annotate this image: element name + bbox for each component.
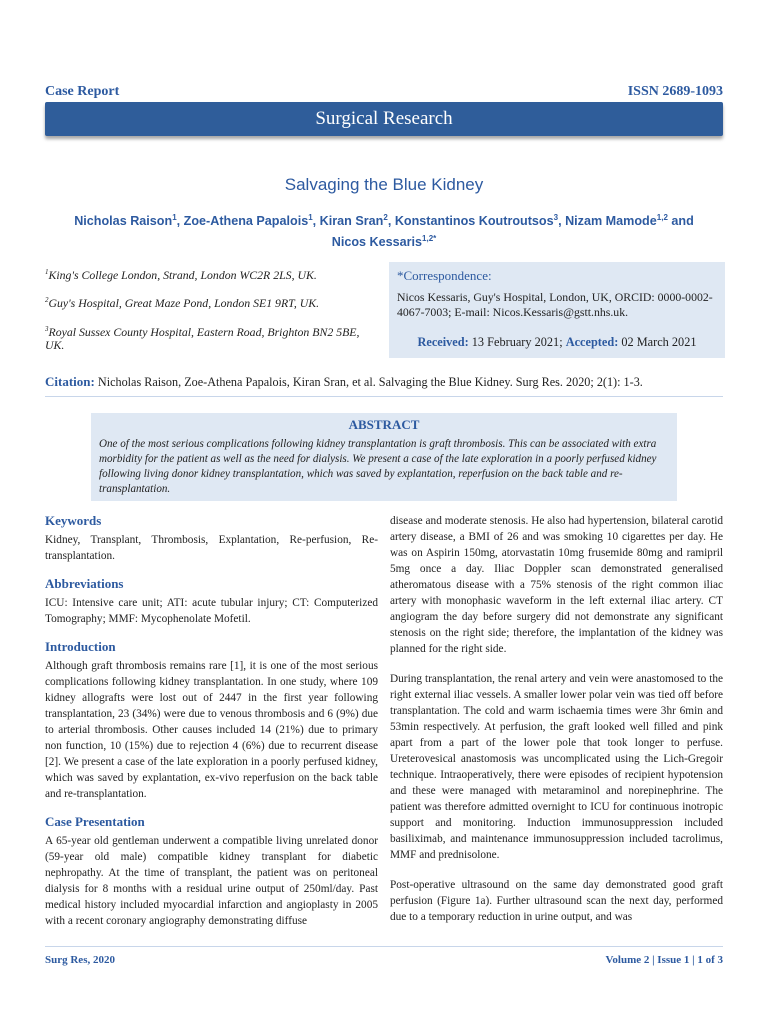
received-date: 13 February 2021; [468, 335, 566, 349]
journal-name: Surgical Research [315, 108, 453, 129]
left-column [45, 513, 378, 929]
affiliation-text: Royal Sussex County Hospital, Eastern Road, Brighton BN2 5BE, UK. [45, 324, 360, 352]
issn-label: ISSN 2689-1093 [627, 84, 723, 99]
article-type-label: Case Report [45, 84, 120, 99]
citation-label: Citation: [45, 374, 95, 389]
body-paragraph: disease and moderate stenosis. He also had hypertension, bilateral carotid artery disease, a BMI of 26 and was smoking 10 cigarettes per day. He was on Aspirin 150mg, atorvastatin 10mg frusemide 80mg and ramipril 5mg once a day. Iliac Doppler scan demonstrated generalised atheromatous disease with a 75% stenosis of the right common iliac artery with monophasic waveform in the left external iliac artery. CT angiogram the day before surgery did not demonstrate any significant stenosis on the right side; therefore, the implantation of the kidney was planned for the right side. [390, 515, 723, 655]
journal-banner [45, 102, 723, 136]
author-name: Nicholas Raison [74, 214, 173, 229]
keywords-text: Kidney, Transplant, Thrombosis, Explantation, Re-perfusion, Re-transplantation. [45, 534, 378, 562]
divider [45, 396, 723, 397]
abbreviations-text: ICU: Intensive care unit; ATI: acute tubular injury; CT: Computerized Tomography; MMF: Mycophenolate Mofetil. [45, 597, 378, 625]
affiliation-mark: 2 [45, 296, 49, 304]
body-paragraph: During transplantation, the renal artery and vein were anastomosed to the right external iliac vessels. A smaller lower polar vein was tied off before transplantation. The cold and warm ischaemia times were 3hr 6min and 53min respectively. At perfusion, the graft looked well filled and pink apart from a part of the lower pole that took longer to perfuse. Ureterovesical anastomosis was uncomplicated using the Lich-Gregoir technique. Intraoperatively, there were episodes of recipient hypotension and these were managed with metaraminol and norepinephrine. The patient was therefore admitted overnight to ICU for continuous inotropic support and monitoring. Induction immunosuppression included basiliximab, and maintenance immunosuppression included tacrolimus, MMF and prednisolone. [390, 673, 723, 861]
introduction-text: Although graft thrombosis remains rare [1], it is one of the most serious complications following kidney transplantation. In one study, where 109 kidney allografts were lost out of 2447 in the first year following transplantation, 23 (34%) were due to venous thrombosis and 6 (9%) due to arterial thrombosis. Other causes included 14 (21%) due to primary non function, 10 (15%) due to rejection 4 (6%) due to recurrent disease [2]. We present a case of the late exploration in a poorly perfused kidney, which was saved by explantation, ex-vivo reperfusion on the back table and re-transplantation. [45, 660, 378, 800]
author-name: Kiran Sran [319, 214, 384, 229]
author-affiliation-mark: 3 [553, 213, 559, 222]
accepted-label: Accepted: [565, 335, 619, 349]
citation-line [45, 374, 643, 390]
case-presentation-heading: Case Presentation [45, 814, 145, 829]
footer-page-info: Volume 2 | Issue 1 | 1 of 3 [605, 954, 723, 966]
correspondence-text: Nicos Kessaris, Guy's Hospital, London, UK, ORCID: 0000-0002-4067-7003; E-mail: Nicos.Kessaris@gstt.nhs.uk. [397, 290, 713, 319]
citation-text: Nicholas Raison, Zoe-Athena Papalois, Kiran Sran, et al. Salvaging the Blue Kidney. Surg Res. 2020; 2(1): 1-3. [94, 375, 643, 389]
received-label: Received: [417, 335, 469, 349]
introduction-heading: Introduction [45, 639, 116, 654]
author-affiliation-mark: 2 [383, 213, 388, 222]
abbreviations-heading: Abbreviations [45, 576, 124, 591]
author-line-1 [50, 209, 718, 230]
accepted-date: 02 March 2021 [618, 335, 697, 349]
correspondence-heading: *Correspondence: [397, 268, 492, 283]
abstract-heading: ABSTRACT [348, 417, 420, 432]
author-affiliation-mark: 1 [172, 213, 177, 222]
article-title: Salvaging the Blue Kidney [284, 175, 484, 194]
author-affiliation-mark: 1,2 [656, 213, 668, 222]
affiliation-2 [45, 294, 380, 310]
affiliation-text: King's College London, Strand, London WC2R 2LS, UK. [48, 267, 317, 282]
author-separator: , [387, 214, 395, 229]
affiliation-text: Guy's Hospital, Great Maze Pond, London SE1 9RT, UK. [48, 295, 320, 310]
correspondence-box [389, 262, 725, 358]
author-separator: , [558, 214, 566, 229]
author-line-2 [50, 230, 718, 251]
affiliation-3 [45, 323, 380, 352]
body-paragraph: Post-operative ultrasound on the same day demonstrated good graft perfusion (Figure 1a). Further ultrasound scan the next day, performed due to a temporary reduction in urine output, and was [390, 879, 723, 923]
author-list [50, 209, 718, 251]
author-separator: , [176, 214, 184, 229]
affiliation-mark: 3 [45, 325, 49, 333]
right-column [390, 513, 723, 925]
affiliation-1 [45, 266, 380, 282]
affiliation-mark: 1 [45, 268, 49, 276]
footer-journal: Surg Res, 2020 [45, 954, 115, 966]
author-affiliation-mark: 1 [308, 213, 313, 222]
abstract-box [91, 413, 677, 501]
author-name: Konstantinos Koutroutsos [394, 214, 554, 229]
author-name: Zoe-Athena Papalois [183, 214, 309, 229]
author-name: Nizam Mamode [565, 214, 657, 229]
dates-line [389, 335, 725, 350]
author-name: Nicos Kessaris [331, 235, 423, 250]
footer-divider [45, 946, 723, 947]
abstract-text: One of the most serious complications following kidney transplantation is graft thrombosis. This can be associated with extra morbidity for the patient as well as the need for dialysis. We present a case of the late exploration in a poorly perfused kidney following living donor kidney transplantation, which was saved by explantation, reperfusion on the back table and re-transplantation. [99, 438, 657, 495]
author-affiliation-mark: 1,2* [422, 234, 437, 244]
keywords-heading: Keywords [45, 513, 102, 528]
author-separator: , [312, 214, 320, 229]
case-presentation-text: A 65-year old gentleman underwent a compatible living unrelated donor (59-year old male) compatible kidney transplant for diabetic nephropathy. At the time of transplant, the patient was on peritoneal dialysis for 8 months with a residual urine output of 250ml/day. Past medical history included myocardial infarction and angioplasty in 2005 with a recent coronary angiography demonstrating diffuse [45, 835, 378, 927]
author-separator: and [667, 214, 694, 229]
